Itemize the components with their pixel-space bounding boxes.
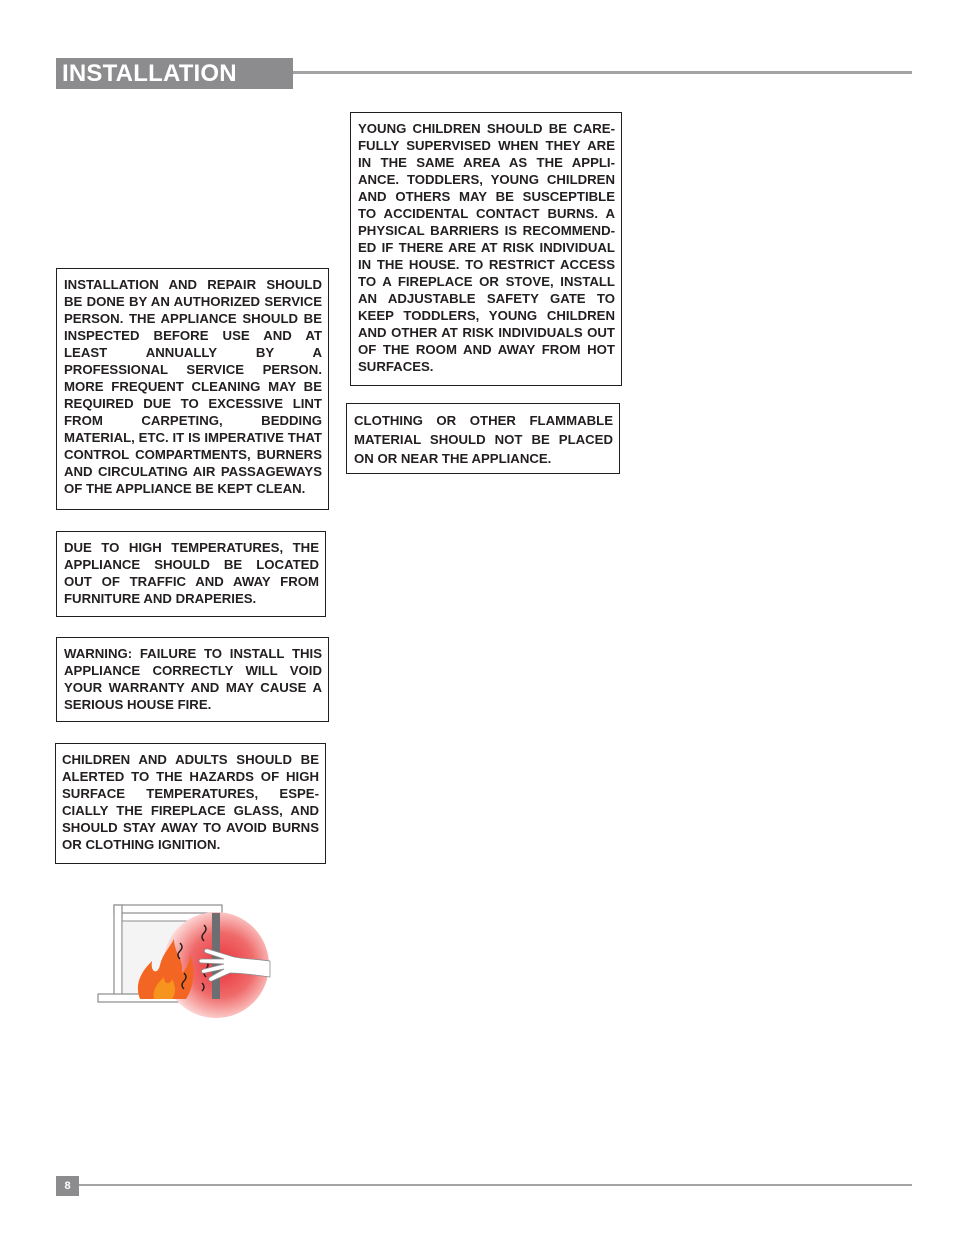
footer-divider xyxy=(79,1184,912,1186)
warning-box-repair xyxy=(56,268,329,510)
warning-box-clothing xyxy=(346,403,620,474)
warning-box-children-adults xyxy=(55,743,326,864)
warning-box-install-failure xyxy=(56,637,329,722)
warning-text-repair: INSTALLATION AND REPAIR SHOULD BE DONE BY AN AUTHORIZED SERVICE PERSON. THE APPLIANCE SHOULD BE INSPECTED BEFORE USE AND AT LEAST ANNUALLY BY A PROFESSIONAL SERVICE PERSON. MORE FREQUENT CLEANING MAY BE REQUIRED DUE TO EXCESSIVE LINT FROM CARPETING, BEDDING MATERIAL, ETC. IT IS IMPERATIVE THAT CONTROL COMPARTMENTS, BURNERS AND CIRCULATING AIR PASSAGEWAYS OF THE APPLIANCE BE KEPT CLEAN. xyxy=(64,277,322,496)
section-header xyxy=(56,58,293,89)
page-number: 8 xyxy=(64,1180,71,1192)
section-title: INSTALLATION xyxy=(62,60,237,87)
warning-box-high-temperatures xyxy=(56,531,326,617)
warning-text-clothing: CLOTHING OR OTHER FLAMMABLE MATERIAL SHOULD NOT BE PLACED ON OR NEAR THE APPLIANCE. xyxy=(354,413,613,466)
hot-glass-burn-hazard-icon xyxy=(96,903,272,1019)
warning-text-young-children: YOUNG CHILDREN SHOULD BE CARE-FULLY SUPERVISED WHEN THEY ARE IN THE SAME AREA AS THE APPLI-ANCE. TODDLERS, YOUNG CHILDREN AND OTHERS MAY BE SUSCEPTIBLE TO ACCIDENTAL CONTACT BURNS. A PHYSICAL BARRIERS IS RECOMMEND-ED IF THERE ARE AT RISK INDIVIDUAL IN THE HOUSE. TO RESTRICT ACCESS TO A FIREPLACE OR STOVE, INSTALL AN ADJUSTABLE SAFETY GATE TO KEEP TODDLERS, YOUNG CHILDREN AND OTHER AT RISK INDIVIDUALS OUT OF THE ROOM AND AWAY FROM HOT SURFACES. xyxy=(358,121,615,374)
header-divider xyxy=(293,71,912,74)
warning-text-high-temperatures: DUE TO HIGH TEMPERATURES, THE APPLIANCE SHOULD BE LOCATED OUT OF TRAFFIC AND AWAY FROM FURNITURE AND DRAPERIES. xyxy=(64,540,319,606)
warning-text-children-adults: CHILDREN AND ADULTS SHOULD BE ALERTED TO THE HAZARDS OF HIGH SURFACE TEMPERATURES, ESPE-CIALLY THE FIREPLACE GLASS, AND SHOULD STAY AWAY TO AVOID BURNS OR CLOTHING IGNITION. xyxy=(62,752,319,852)
page-number-badge xyxy=(56,1176,79,1196)
warning-box-young-children xyxy=(350,112,622,386)
warning-text-install-failure: WARNING: FAILURE TO INSTALL THIS APPLIANCE CORRECTLY WILL VOID YOUR WARRANTY AND MAY CAUSE A SERIOUS HOUSE FIRE. xyxy=(64,646,322,712)
